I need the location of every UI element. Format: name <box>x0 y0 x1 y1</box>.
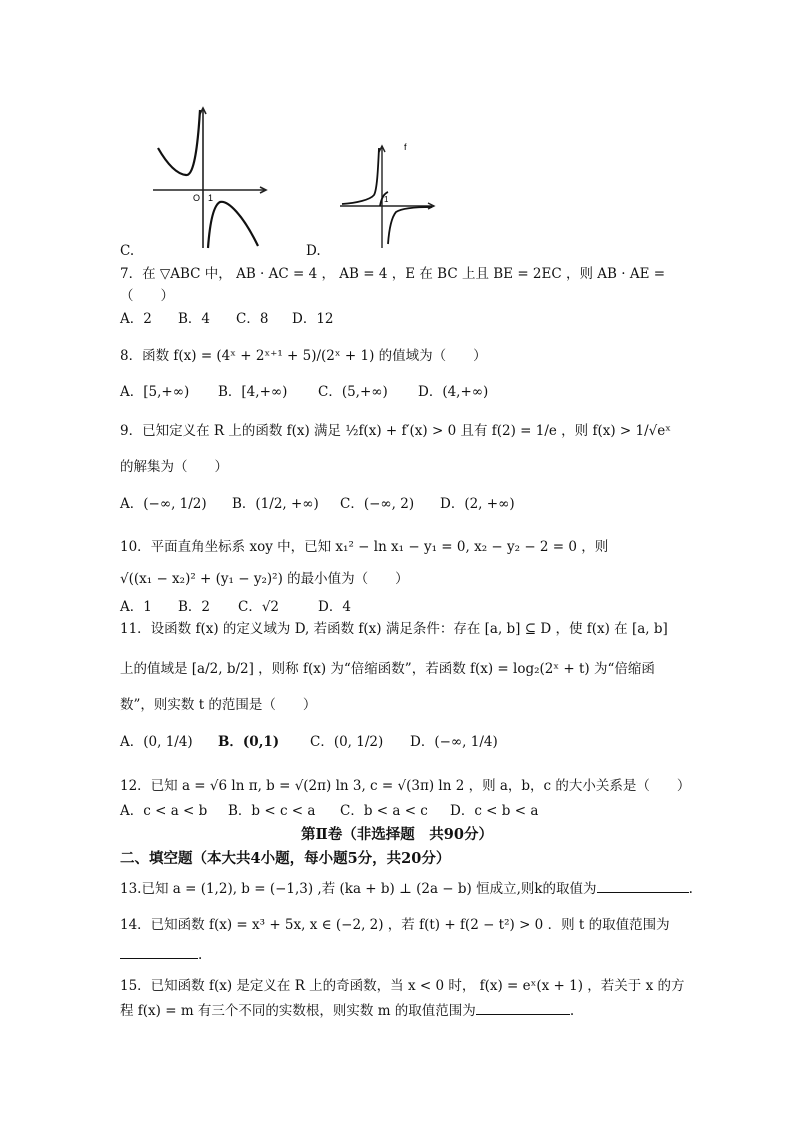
graph-d <box>336 140 440 252</box>
q15-text: 程 f(x) = m 有三个不同的实数根，则实数 m 的取值范围为 <box>120 1003 476 1019</box>
q7-option-c: C．8 <box>236 311 269 327</box>
q8-option-b: B．[4,+∞) <box>218 384 288 400</box>
graph-c <box>148 100 273 252</box>
q7-option-b: B．4 <box>178 311 211 327</box>
q7-option-a: A．2 <box>120 311 152 327</box>
q10-option-d: D．4 <box>318 599 351 615</box>
q15-end: . <box>569 1003 575 1019</box>
q9-option-b: B．(1/2, +∞) <box>232 496 319 512</box>
q12-option-c: C．b < a < c <box>340 803 428 819</box>
section2-heading: 二、填空题（本大共4小题，每小题5分，共20分） <box>120 850 451 867</box>
q11-option-b: B．(0,1) <box>218 734 280 750</box>
q15-line1: 15．已知函数 f(x) 是定义在 R 上的奇函数，当 x < 0 时， f(x) = eˣ(x + 1) ，若关于 x 的方 <box>120 978 685 994</box>
q9-line2: 的解集为（ ） <box>120 459 228 475</box>
q11-line2: 上的值域是 [a/2, b/2] ，则称 f(x) 为“倍缩函数”，若函数 f(x) = log₂(2ˣ + t) 为“倍缩函 <box>120 661 655 677</box>
q15-answer-blank[interactable] <box>476 1002 570 1015</box>
q8-option-c: C．(5,+∞) <box>318 384 388 400</box>
q14-line1: 14．已知函数 f(x) = x³ + 5x, x ∈ (−2, 2) ，若 f(t) + f(2 − t²) > 0 ．则 t 的取值范围为 <box>120 917 670 933</box>
q10-line2: √((x₁ − x₂)² + (y₁ − y₂)²) 的最小值为（ ） <box>120 571 409 587</box>
q9-line1: 9．已知定义在 R 上的函数 f(x) 满足 ½f(x) + f′(x) > 0 且有 f(2) = 1/e ，则 f(x) > 1/√eˣ <box>120 423 671 439</box>
q8-stem: 8．函数 f(x) = (4ˣ + 2ˣ⁺¹ + 5)/(2ˣ + 1) 的值域为（ ） <box>120 348 487 364</box>
svg-text:1: 1 <box>208 193 214 203</box>
svg-text:O: O <box>193 193 201 203</box>
q8-option-d: D．(4,+∞) <box>418 384 489 400</box>
q10-option-c: C．√2 <box>238 599 280 615</box>
q13-end: . <box>688 881 693 897</box>
q11-option-a: A．(0, 1/4) <box>120 734 193 750</box>
q13-answer-blank[interactable] <box>597 880 689 893</box>
q12-stem: 12．已知 a = √6 ln π, b = √(2π) ln 3, c = √(3π) ln 2 ，则 a，b，c 的大小关系是（ ） <box>120 778 691 794</box>
q14-answer-blank[interactable] <box>120 946 198 959</box>
q13-text: 13.已知 a = (1,2), b = (−1,3) ,若 (ka + b) ⊥ (2a − b) 恒成立,则k的取值为 <box>120 881 597 897</box>
q8-option-a: A．[5,+∞) <box>120 384 190 400</box>
q12-option-d: D．c < b < a <box>450 803 539 819</box>
q9-option-a: A．(−∞, 1/2) <box>120 496 207 512</box>
q15-line2 <box>120 1002 574 1020</box>
q7-line1: 7．在 ▽ABC 中， AB · AC = 4 ， AB = 4 ，E 在 BC 上且 BE = 2EC ，则 AB · AE = <box>120 266 666 282</box>
q12-option-a: A．c < a < b <box>120 803 208 819</box>
svg-text:f: f <box>404 142 407 152</box>
q7-line2: （ ） <box>120 288 174 304</box>
q9-option-c: C．(−∞, 2) <box>340 496 415 512</box>
q7-option-d: D．12 <box>292 311 334 327</box>
q10-line1: 10．平面直角坐标系 xoy 中，已知 x₁² − ln x₁ − y₁ = 0, x₂ − y₂ − 2 = 0 ，则 <box>120 539 609 555</box>
q14-end: . <box>198 947 203 963</box>
q11-line1: 11．设函数 f(x) 的定义域为 D, 若函数 f(x) 满足条件：存在 [a, b] ⊆ D ，使 f(x) 在 [a, b] <box>120 621 668 637</box>
q14-line2 <box>120 946 202 964</box>
q9-option-d: D．(2, +∞) <box>440 496 515 512</box>
q13-line <box>120 880 693 898</box>
q11-option-c: C．(0, 1/2) <box>310 734 384 750</box>
q11-line3: 数”，则实数 t 的范围是（ ） <box>120 697 317 713</box>
q12-option-b: B．b < c < a <box>228 803 316 819</box>
option-d-label: D. <box>306 243 321 259</box>
q10-option-a: A．1 <box>120 599 152 615</box>
q10-option-b: B．2 <box>178 599 211 615</box>
q11-option-d: D．(−∞, 1/4) <box>410 734 498 750</box>
option-c-label: C. <box>120 243 135 259</box>
graph-c-curves <box>158 110 258 248</box>
section2-title: 第Ⅱ卷（非选择题 共90分） <box>301 826 493 843</box>
svg-text:1: 1 <box>384 195 389 204</box>
